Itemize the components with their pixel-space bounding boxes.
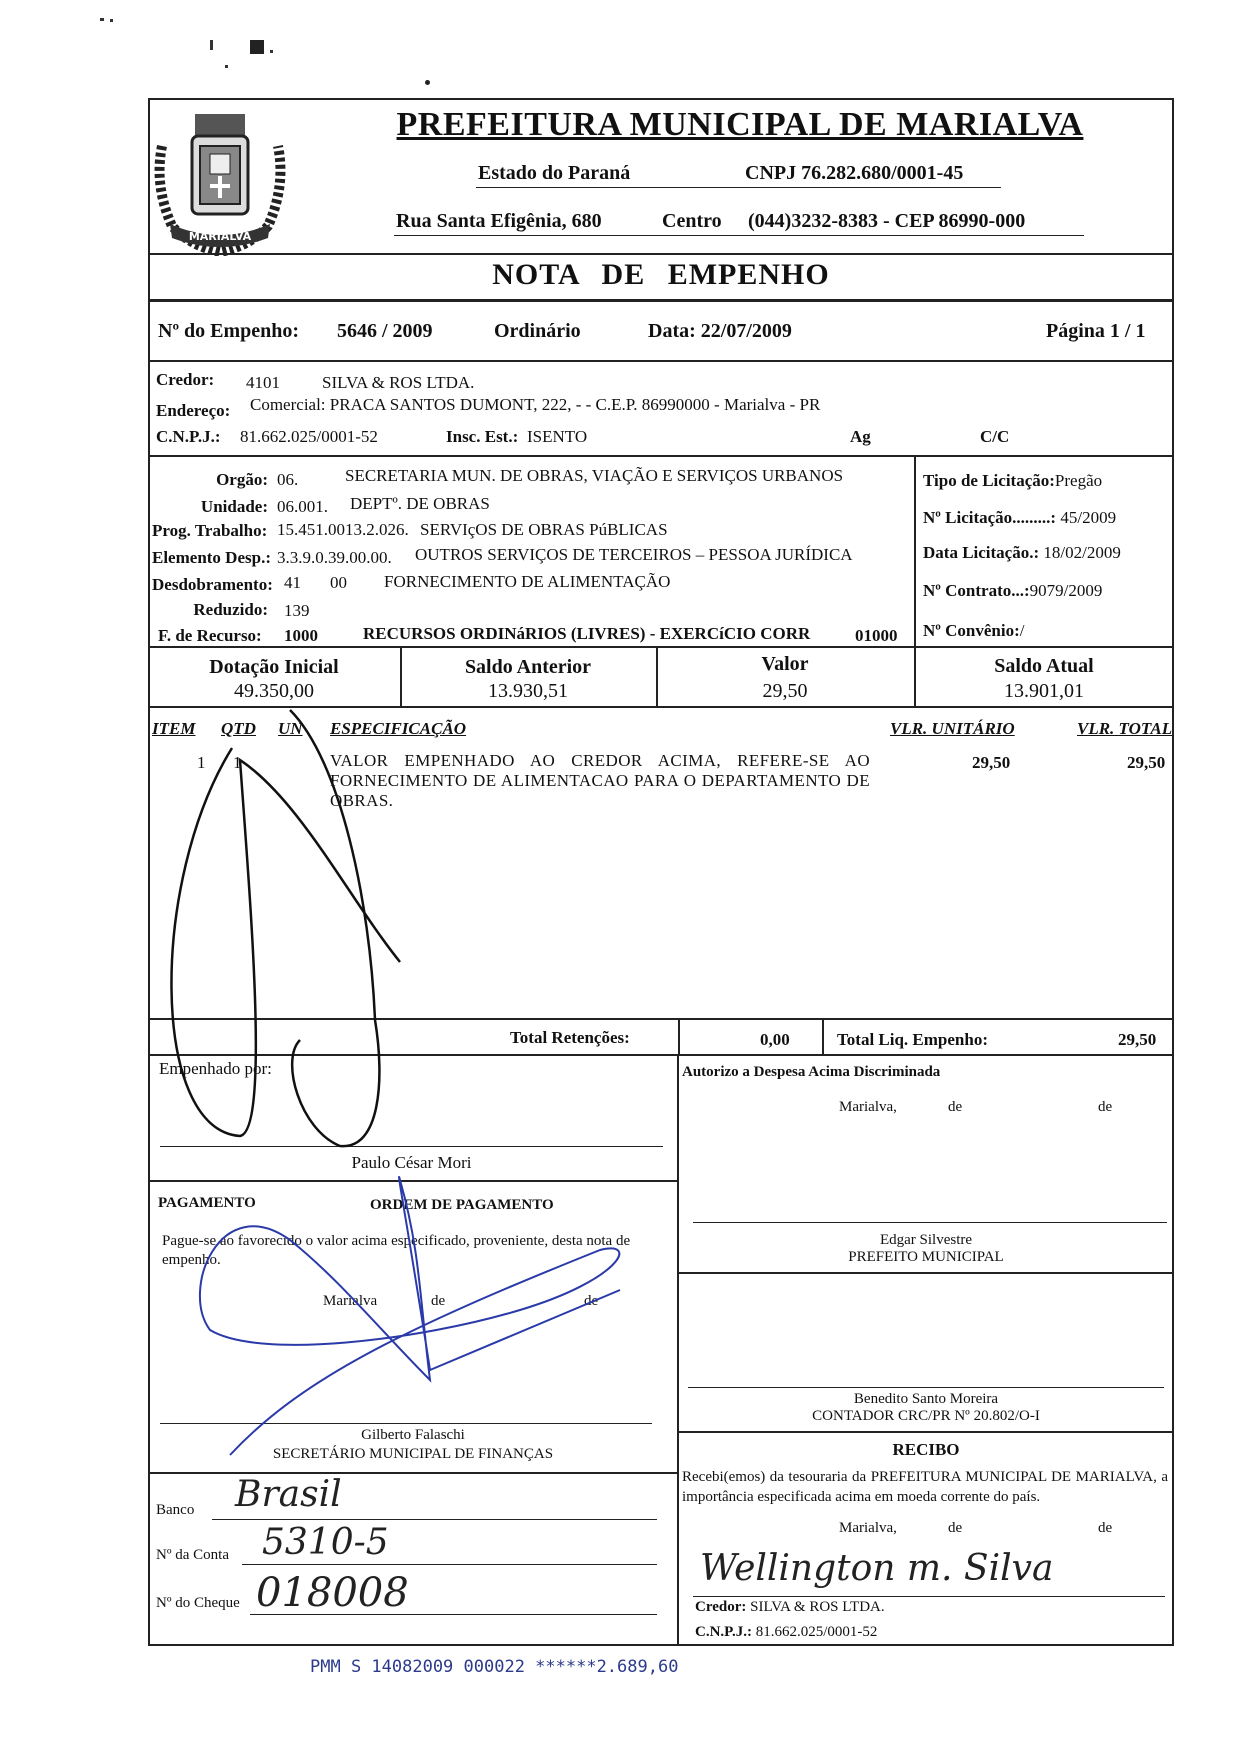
recibo-signature: Wellington m. Silva bbox=[700, 1548, 1054, 1589]
desd-code1: 41 bbox=[284, 573, 301, 592]
doc-title: NOTA DE EMPENHO bbox=[492, 258, 830, 291]
municipal-seal bbox=[150, 106, 290, 256]
orgao-name: SECRETARIA MUN. DE OBRAS, VIAÇÃO E SERVIÇOS URBANOS bbox=[345, 466, 844, 485]
licitacao-contrato bbox=[923, 581, 1102, 601]
col-un: UN bbox=[278, 719, 303, 738]
recibo-cnpj-label: C.N.P.J.: bbox=[695, 1624, 752, 1640]
licitacao-num bbox=[923, 508, 1116, 528]
valor-label: Valor bbox=[761, 653, 809, 675]
desd-label: Desdobramento: bbox=[152, 575, 273, 594]
licitacao-convenio-label: Nº Convênio: bbox=[923, 621, 1020, 640]
prefeito-role: PREFEITO MUNICIPAL bbox=[848, 1249, 1004, 1265]
credor-label: Credor: bbox=[156, 370, 215, 389]
recibo-credor-name: SILVA & ROS LTDA. bbox=[750, 1599, 885, 1615]
reduzido-code: 139 bbox=[284, 601, 310, 620]
scan-specks bbox=[100, 10, 320, 90]
licitacao-tipo-value: Pregão bbox=[1054, 471, 1103, 490]
pagamento-de1: de bbox=[431, 1293, 446, 1309]
frec-label: F. de Recurso: bbox=[158, 626, 262, 645]
pagamento-label: PAGAMENTO bbox=[158, 1195, 256, 1211]
seal-text: MARIALVA bbox=[188, 230, 252, 243]
conta-value: 5310-5 bbox=[262, 1522, 389, 1563]
frec-name: RECURSOS ORDINáRIOS (LIVRES) - EXERCíCIO CORR bbox=[363, 624, 811, 643]
page-title: PREFEITURA MUNICIPAL DE MARIALVA bbox=[396, 106, 1084, 143]
item-qtd: 1 bbox=[233, 753, 242, 772]
autorizo-label: Autorizo a Despesa Acima Discriminada bbox=[682, 1064, 941, 1080]
empenho-number: 5646 / 2009 bbox=[337, 320, 433, 342]
elem-name: OUTROS SERVIÇOS DE TERCEIROS – PESSOA JURÍDICA bbox=[415, 545, 853, 564]
state-label: Estado do Paraná bbox=[478, 162, 631, 184]
frec-code2: 01000 bbox=[855, 626, 898, 645]
total-liq-label: Total Liq. Empenho: bbox=[837, 1030, 988, 1049]
recibo-credor-label: Credor: bbox=[695, 1599, 747, 1615]
empenhado-label: Empenhado por: bbox=[159, 1059, 272, 1078]
frec-code: 1000 bbox=[284, 626, 318, 645]
unidade-name: DEPTº. DE OBRAS bbox=[350, 494, 490, 513]
secretario-role: SECRETÁRIO MUNICIPAL DE FINANÇAS bbox=[272, 1446, 554, 1462]
orgao-label: Orgão: bbox=[216, 470, 268, 489]
empenho-label: Nº do Empenho: bbox=[158, 320, 300, 342]
cnpj-header: CNPJ 76.282.680/0001-45 bbox=[745, 162, 964, 184]
recibo-text: Recebi(emos) da tesouraria da PREFEITURA MUNICIPAL DE MARIALVA, a importância especificada acima em moeda corrente do país. bbox=[682, 1469, 1168, 1505]
address-label: Rua Santa Efigênia, 680 bbox=[396, 210, 602, 232]
credor-cnpj-label: C.N.P.J.: bbox=[156, 427, 221, 446]
licitacao-tipo bbox=[923, 471, 1102, 491]
autorizo-city: Marialva, bbox=[839, 1099, 897, 1115]
saldo-atual-label: Saldo Atual bbox=[994, 655, 1094, 677]
prog-code: 15.451.0013.2.026. bbox=[277, 520, 409, 539]
col-vlr-total: VLR. TOTAL bbox=[1077, 719, 1173, 738]
licitacao-tipo-label: Tipo de Licitação: bbox=[923, 471, 1055, 490]
insc-value: ISENTO bbox=[527, 427, 588, 446]
empenhado-name: Paulo César Mori bbox=[351, 1153, 472, 1172]
col-item: ITEM bbox=[152, 719, 196, 738]
item-vlr-total: 29,50 bbox=[1127, 753, 1166, 772]
licitacao-num-label: Nº Licitação.........: bbox=[923, 508, 1057, 527]
district-label: Centro bbox=[662, 210, 722, 232]
unidade-label: Unidade: bbox=[200, 497, 268, 516]
elem-label: Elemento Desp.: bbox=[152, 548, 271, 567]
banco-label: Banco bbox=[156, 1502, 195, 1518]
payment-stamp: PMM S 14082009 000022 ******2.689,60 bbox=[310, 1657, 679, 1677]
recibo-label: RECIBO bbox=[892, 1440, 960, 1459]
recibo-credor bbox=[695, 1599, 885, 1616]
desd-code2: 00 bbox=[330, 573, 347, 592]
credor-name: SILVA & ROS LTDA. bbox=[322, 373, 475, 392]
licitacao-data bbox=[923, 543, 1121, 563]
recibo-de1: de bbox=[948, 1520, 963, 1536]
saldo-anterior-label: Saldo Anterior bbox=[464, 656, 592, 678]
item-number: 1 bbox=[197, 753, 206, 772]
pagamento-text: Pague-se ao favorecido o valor acima especificado, proveniente, desta nota de empenho. bbox=[162, 1233, 631, 1268]
prog-label: Prog. Trabalho: bbox=[152, 521, 268, 540]
insc-label: Insc. Est.: bbox=[446, 427, 519, 446]
item-desc: VALOR EMPENHADO AO CREDOR ACIMA, REFERE-SE AO FORNECIMENTO DE ALIMENTACAO PARA O DEPARTAMENTO DE OBRAS. bbox=[330, 751, 870, 810]
ag-label: Ag bbox=[850, 427, 871, 446]
recibo-city: Marialva, bbox=[839, 1520, 897, 1536]
licitacao-contrato-value: 9079/2009 bbox=[1029, 581, 1103, 600]
empenho-type: Ordinário bbox=[494, 320, 581, 342]
saldo-atual-value: 13.901,01 bbox=[1004, 680, 1084, 702]
cheque-value: 018008 bbox=[256, 1570, 409, 1616]
pagamento-city: Marialva bbox=[323, 1293, 378, 1309]
autorizo-de1: de bbox=[948, 1099, 963, 1115]
col-vlr-unit: VLR. UNITÁRIO bbox=[890, 719, 1015, 738]
unidade-code: 06.001. bbox=[277, 497, 328, 516]
reduzido-label: Reduzido: bbox=[193, 600, 268, 619]
valor-value: 29,50 bbox=[762, 680, 808, 702]
col-qtd: QTD bbox=[221, 719, 256, 738]
credor-cnpj: 81.662.025/0001-52 bbox=[240, 427, 378, 446]
licitacao-contrato-label: Nº Contrato...: bbox=[923, 581, 1030, 600]
phone-cep-label: (044)3232-8383 - CEP 86990-000 bbox=[748, 210, 1026, 232]
recibo-cnpj-value: 81.662.025/0001-52 bbox=[755, 1624, 878, 1640]
credor-code: 4101 bbox=[246, 373, 280, 392]
prog-name: SERVIçOS DE OBRAS PúBLICAS bbox=[420, 520, 668, 539]
prefeito-name: Edgar Silvestre bbox=[879, 1232, 973, 1248]
autorizo-de2: de bbox=[1098, 1099, 1113, 1115]
endereco-label: Endereço: bbox=[156, 401, 231, 420]
licitacao-convenio bbox=[923, 621, 1025, 641]
col-espec: ESPECIFICAÇÃO bbox=[330, 719, 467, 738]
conta-label: Nº da Conta bbox=[156, 1547, 229, 1563]
cheque-label: Nº do Cheque bbox=[156, 1595, 240, 1611]
banco-value: Brasil bbox=[235, 1474, 342, 1515]
licitacao-data-label: Data Licitação.: bbox=[923, 543, 1040, 562]
item-vlr-unit: 29,50 bbox=[972, 753, 1011, 772]
total-retencoes-value: 0,00 bbox=[760, 1030, 790, 1049]
page-indicator: Página 1 / 1 bbox=[1046, 320, 1146, 342]
endereco-value: Comercial: PRACA SANTOS DUMONT, 222, - - C.E.P. 86990000 - Marialva - PR bbox=[250, 395, 821, 414]
elem-code: 3.3.9.0.39.00.00. bbox=[277, 548, 392, 567]
recibo-de2: de bbox=[1098, 1520, 1113, 1536]
saldo-anterior-value: 13.930,51 bbox=[488, 680, 568, 702]
secretario-name: Gilberto Falaschi bbox=[361, 1427, 465, 1443]
pagamento-de2: de bbox=[584, 1293, 599, 1309]
recibo-cnpj bbox=[695, 1624, 877, 1641]
contador-name: Benedito Santo Moreira bbox=[853, 1391, 999, 1407]
contador-role: CONTADOR CRC/PR Nº 20.802/O-I bbox=[812, 1408, 1040, 1424]
cc-label: C/C bbox=[980, 427, 1010, 446]
dotacao-label: Dotação Inicial bbox=[209, 656, 339, 678]
total-liq-value: 29,50 bbox=[1118, 1030, 1157, 1049]
total-retencoes-label: Total Retenções: bbox=[510, 1028, 630, 1047]
licitacao-num-value: 45/2009 bbox=[1060, 508, 1117, 527]
desd-name: FORNECIMENTO DE ALIMENTAÇÃO bbox=[384, 572, 671, 591]
dotacao-value: 49.350,00 bbox=[234, 680, 314, 702]
licitacao-data-value: 18/02/2009 bbox=[1043, 543, 1121, 562]
ordem-pagamento-label: ORDEM DE PAGAMENTO bbox=[370, 1197, 554, 1213]
empenho-date: Data: 22/07/2009 bbox=[648, 320, 792, 342]
orgao-code: 06. bbox=[277, 470, 299, 489]
licitacao-convenio-value: / bbox=[1019, 621, 1025, 640]
